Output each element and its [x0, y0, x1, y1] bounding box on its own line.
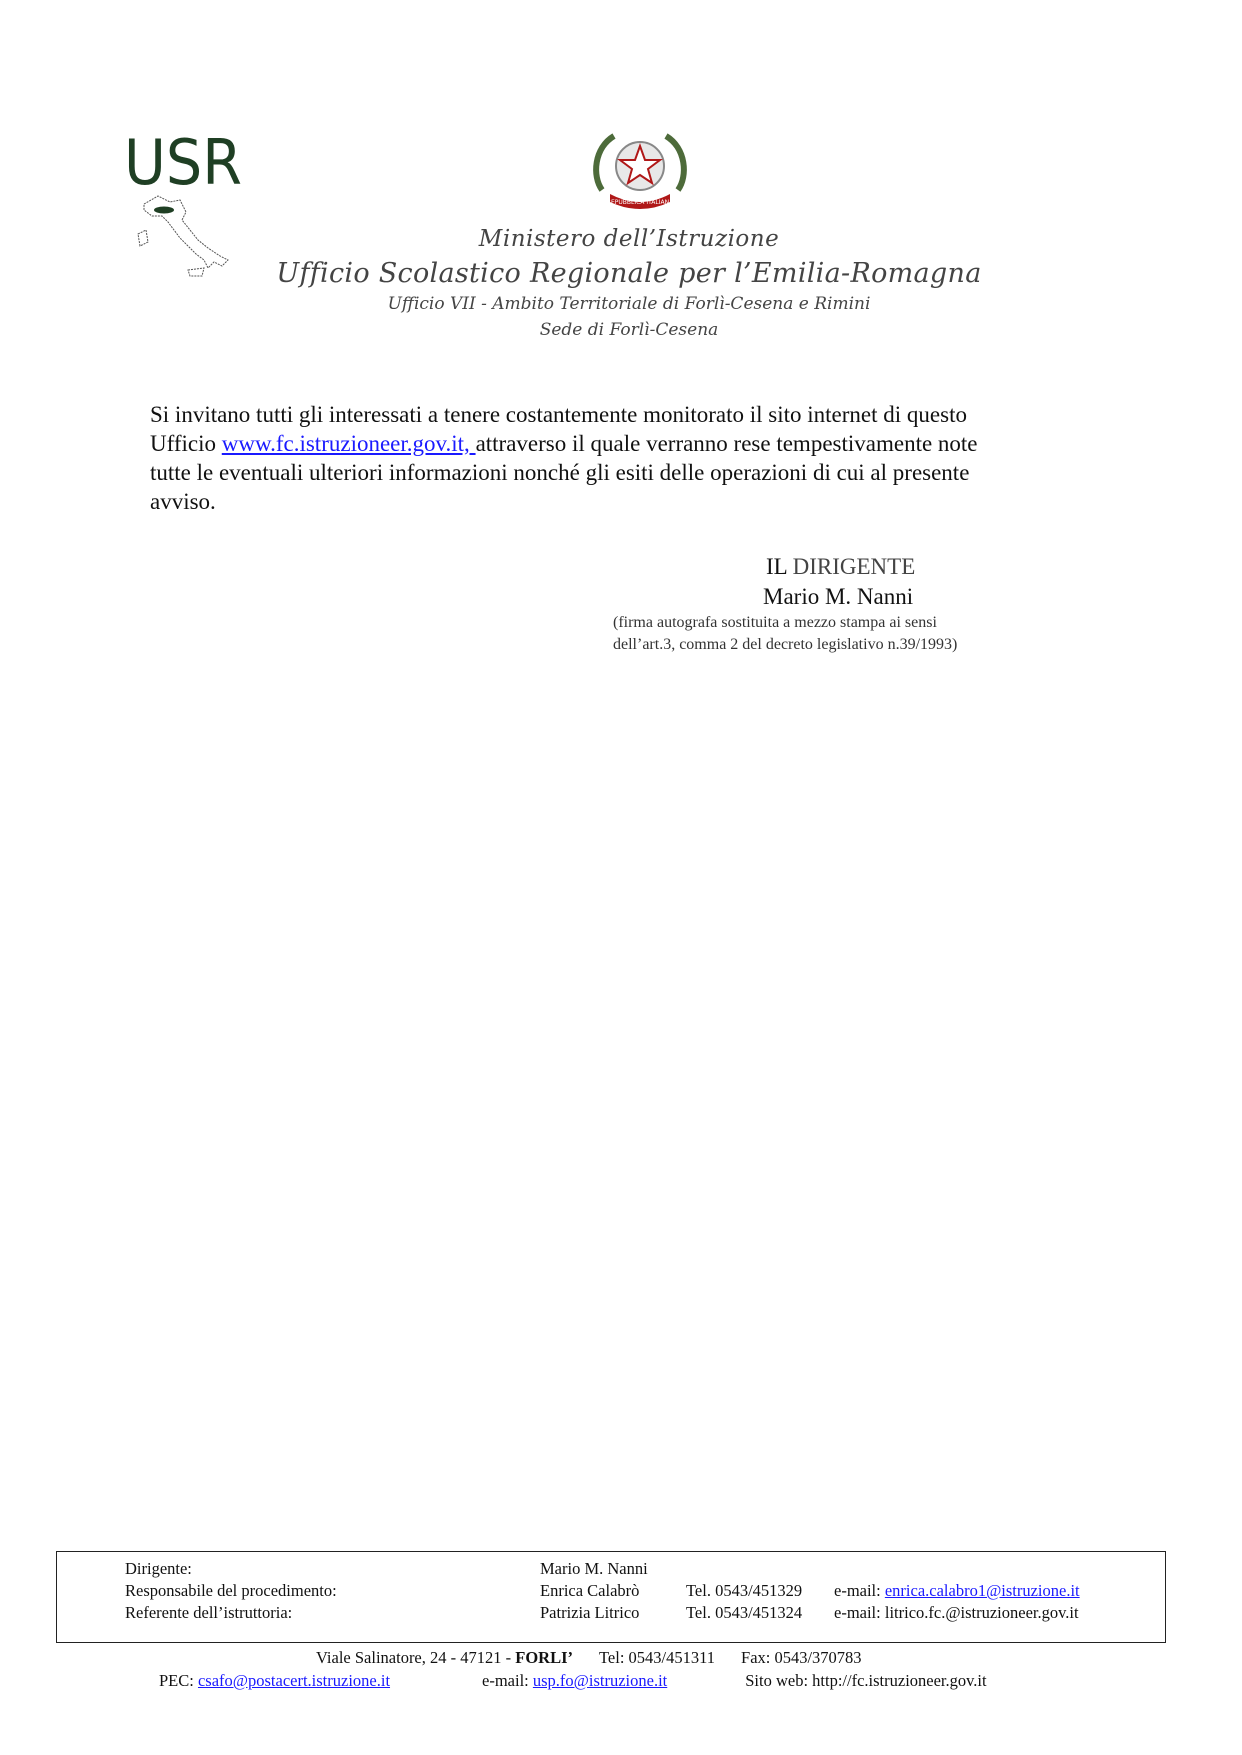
signature-note-line: dell’art.3, comma 2 del decreto legislativo n.39/1993)	[613, 636, 958, 653]
regional-office-name: Ufficio Scolastico Regionale per l’Emilia-Romagna	[276, 258, 982, 289]
contact-email	[834, 1603, 1079, 1623]
emblem-graphic	[588, 128, 692, 212]
office-fax: Fax: 0543/370783	[741, 1648, 862, 1667]
office-seat: Sede di Forlì-Cesena	[539, 320, 719, 340]
ministry-name: Ministero dell’Istruzione	[478, 226, 780, 252]
contact-name: Enrica Calabrò	[540, 1581, 640, 1600]
contact-label: Dirigente:	[125, 1559, 192, 1578]
oak-branch-icon	[666, 136, 684, 190]
signature-title-role: DIRIGENTE	[792, 554, 916, 579]
contact-phone: Tel. 0543/451329	[686, 1581, 803, 1600]
signatory-name: Mario M. Nanni	[763, 584, 914, 609]
usr-logo-text: USR	[124, 126, 242, 199]
office-website-link[interactable]: www.fc.istruzioneer.gov.it,	[221, 431, 476, 456]
usr-logo	[124, 126, 244, 278]
signature-title	[766, 554, 915, 580]
contact-phone: Tel. 0543/451324	[686, 1603, 803, 1622]
body-text-fragment: attraverso il quale verranno rese tempestivamente note	[475, 431, 978, 456]
italian-republic-emblem	[588, 128, 692, 212]
contact-label: Responsabile del procedimento:	[125, 1581, 337, 1600]
usr-logo-graphic	[124, 126, 244, 278]
body-line: Si invitano tutti gli interessati a tenere costantemente monitorato il sito internet di questo	[150, 402, 967, 427]
contact-email-link[interactable]: enrica.calabro1@istruzione.it	[884, 1581, 1080, 1600]
signature-note-line: (firma autografa sostituita a mezzo stampa ai sensi	[613, 614, 937, 631]
office-email-label: e-mail:	[482, 1671, 533, 1690]
signature-title-prefix: IL	[766, 554, 793, 579]
notice-body	[150, 400, 1050, 516]
pec-email-link[interactable]: csafo@postacert.istruzione.it	[197, 1671, 391, 1690]
emblem-ribbon-text: REPUBBLICA ITALIANA	[606, 199, 674, 206]
contact-label: Referente dell’istruttoria:	[125, 1603, 293, 1622]
emilia-romagna-region	[154, 207, 174, 214]
contact-email	[834, 1581, 1080, 1601]
signature-note	[613, 612, 957, 656]
office-address: Viale Salinatore, 24 - 47121 -	[316, 1648, 516, 1667]
contact-email-text: litrico.fc.@istruzioneer.gov.it	[884, 1603, 1079, 1622]
office-phone: Tel: 0543/451311	[599, 1648, 716, 1667]
body-text-fragment: Ufficio	[150, 431, 222, 456]
contact-name: Mario M. Nanni	[540, 1559, 648, 1578]
contacts-box	[56, 1551, 1166, 1643]
contact-email-label: e-mail:	[834, 1581, 881, 1600]
office-contacts-line	[159, 1671, 987, 1691]
body-line: avviso.	[150, 489, 216, 514]
contact-name: Patrizia Litrico	[540, 1603, 640, 1622]
contact-email-label: e-mail:	[834, 1603, 881, 1622]
office-website: Sito web: http://fc.istruzioneer.gov.it	[745, 1671, 987, 1690]
office-city: FORLI’	[515, 1648, 573, 1667]
olive-branch-icon	[596, 136, 614, 190]
office-address-line	[316, 1648, 862, 1668]
office-division: Ufficio VII - Ambito Territoriale di Forlì-Cesena e Rimini	[387, 294, 871, 314]
office-email-link[interactable]: usp.fo@istruzione.it	[532, 1671, 668, 1690]
pec-label: PEC:	[159, 1671, 198, 1690]
body-line: tutte le eventuali ulteriori informazioni nonché gli esiti delle operazioni di cui al presente	[150, 460, 970, 485]
body-line	[150, 429, 1050, 458]
